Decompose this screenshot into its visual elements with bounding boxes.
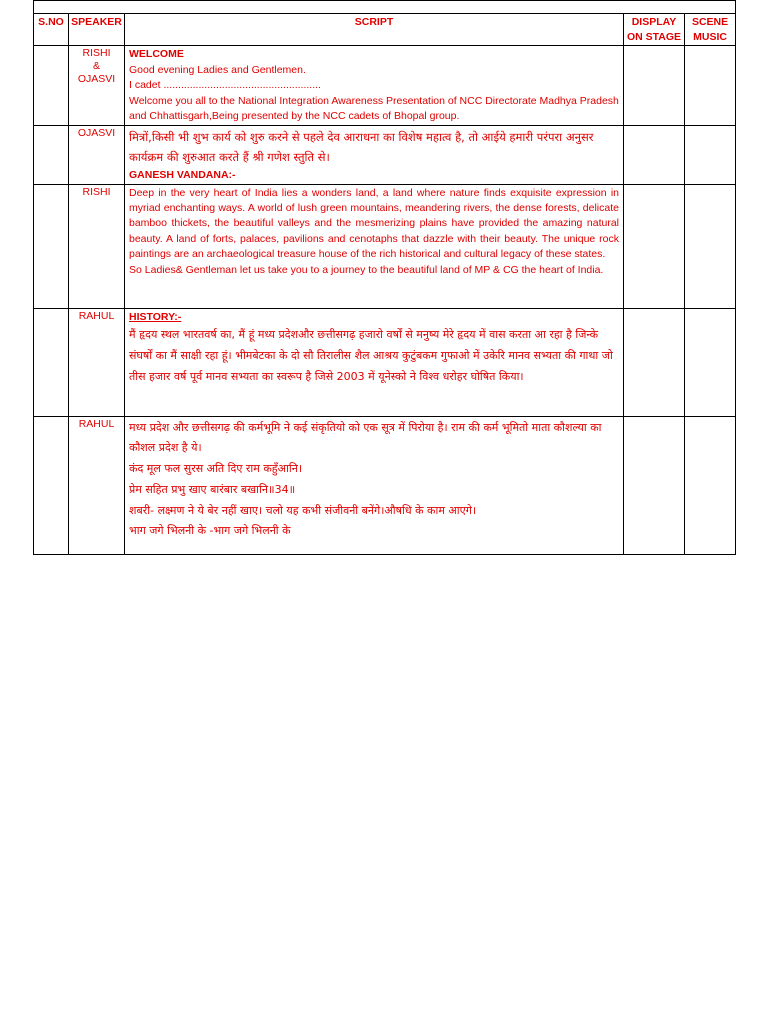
script-line-hindi: मैं हृदय स्थल भारतवर्ष का, मैं हूं मध्य प्रदेशऔर छत्तीसगढ़ हजारो वर्षों से मनुष्य मेरे हृदय में वास करता आ रहा है जिन्के संघर्षों का मैं साक्षी रहा हूं। भीमबेटका के दो सौ तिरालीस शैल आश्रय कुटुंबकम गुफाओ में उकेरि मानव सभ्यता की गाथा जो तीस हजार वर्ष पूर्व मानव सभ्यता का स्वरूप है जिसे 2003 में यूनेस्को ने विश्व धरोहर घोषित किया।	[129, 328, 613, 383]
sno-cell	[34, 184, 69, 308]
section-heading: HISTORY:-	[129, 310, 182, 323]
top-empty-row	[34, 1, 736, 14]
script-line: So Ladies& Gentleman let us take you to a journey to the beautiful land of MP & CG the heart of India.	[129, 263, 604, 276]
section-heading: WELCOME	[129, 48, 184, 60]
sno-cell	[34, 125, 69, 184]
header-row	[34, 14, 736, 46]
table-row	[34, 416, 736, 554]
display-cell	[624, 308, 685, 416]
script-line: Deep in the very heart of India lies a wonders land, a land where nature finds exquisite expression in myriad enchanting ways. A world of lush green mountains, meandering rivers, the dense forests, delicate bamboo thickets, the beautiful valleys and the mesmerizing plains have provided the amazing natural beauty. A land of forts, palaces, pavilions and cenotaphs that dazzle with their beauty. The unique rock paintings are an archaeological treasure house of the rich historical and cultural legacy of these states.	[129, 186, 619, 261]
display-cell	[624, 46, 685, 126]
speaker-cell	[69, 308, 125, 416]
sno-cell	[34, 416, 69, 554]
table-row	[34, 125, 736, 184]
script-line: I cadet ......................................................	[129, 79, 321, 91]
header-display: DISPLAY ON STAGE	[624, 14, 685, 46]
script-cell	[125, 184, 624, 308]
speaker-cell	[69, 46, 125, 126]
top-empty-cell	[34, 1, 736, 14]
display-cell	[624, 184, 685, 308]
script-line: Welcome you all to the National Integration Awareness Presentation of NCC Directorate Madhya Pradesh and Chhattisgarh,Being presented by the NCC cadets of Bhopal group.	[129, 94, 619, 122]
script-cell	[125, 46, 624, 126]
speaker-cell	[69, 416, 125, 554]
music-cell	[685, 416, 736, 554]
speaker-cell	[69, 184, 125, 308]
script-line-hindi: भाग जगे भिलनी के -भाग जगे भिलनी के	[129, 524, 291, 538]
music-cell	[685, 46, 736, 126]
speaker-name: RISHI	[82, 185, 111, 198]
section-heading: GANESH VANDANA:-	[129, 168, 236, 181]
speaker-name: RISHI	[82, 47, 111, 59]
sno-cell	[34, 308, 69, 416]
script-cell	[125, 125, 624, 184]
speaker-name: OJASVI	[77, 126, 116, 139]
script-line: Good evening Ladies and Gentlemen.	[129, 63, 306, 76]
music-cell	[685, 184, 736, 308]
speaker-name: RAHUL	[78, 417, 115, 430]
header-sno: S.NO	[34, 14, 69, 46]
display-cell	[624, 125, 685, 184]
speaker-cell	[69, 125, 125, 184]
table-row	[34, 308, 736, 416]
table-row	[34, 184, 736, 308]
speaker-name: &	[92, 60, 100, 72]
display-cell	[624, 416, 685, 554]
script-line-hindi: प्रेम सहित प्रभु खाए बारंबार बखानि॥34॥	[129, 482, 296, 496]
script-line-hindi: मित्रों,किसी भी शुभ कार्य को शुरु करने से पहले देव आराधना का विशेष महात्व है, तो आईये हमारी परंपरा अनुसर कार्यक्रम की शुरुआत करते हैं श्री गणेश स्तुति से।	[129, 129, 594, 164]
script-line-hindi: कंद मूल फल सुरस अति दिए राम कहुँआनि।	[129, 462, 302, 476]
music-cell	[685, 308, 736, 416]
script-cell	[125, 416, 624, 554]
script-table	[33, 0, 736, 555]
speaker-name: OJASVI	[77, 73, 116, 85]
header-speaker: SPEAKER	[69, 14, 125, 46]
script-cell	[125, 308, 624, 416]
header-scene-music: SCENE MUSIC	[685, 14, 736, 46]
sno-cell	[34, 46, 69, 126]
header-script: SCRIPT	[125, 14, 624, 46]
script-line-hindi: मध्य प्रदेश और छत्तीसगढ़ की कर्मभूमि ने कई संकृतियो को एक सूत्र में पिरोया है। राम की कर्म भूमितो माता कौशल्या का कौशल प्रदेश है ये।	[129, 420, 602, 455]
script-line-hindi: शबरी- लक्ष्मण ने ये बेर नहीं खाए। चलो यह कभी संजीवनी बनेंगे।औषधि के काम आएगे।	[129, 503, 477, 517]
script-document	[33, 0, 735, 555]
table-row	[34, 46, 736, 126]
music-cell	[685, 125, 736, 184]
speaker-name: RAHUL	[78, 309, 115, 322]
